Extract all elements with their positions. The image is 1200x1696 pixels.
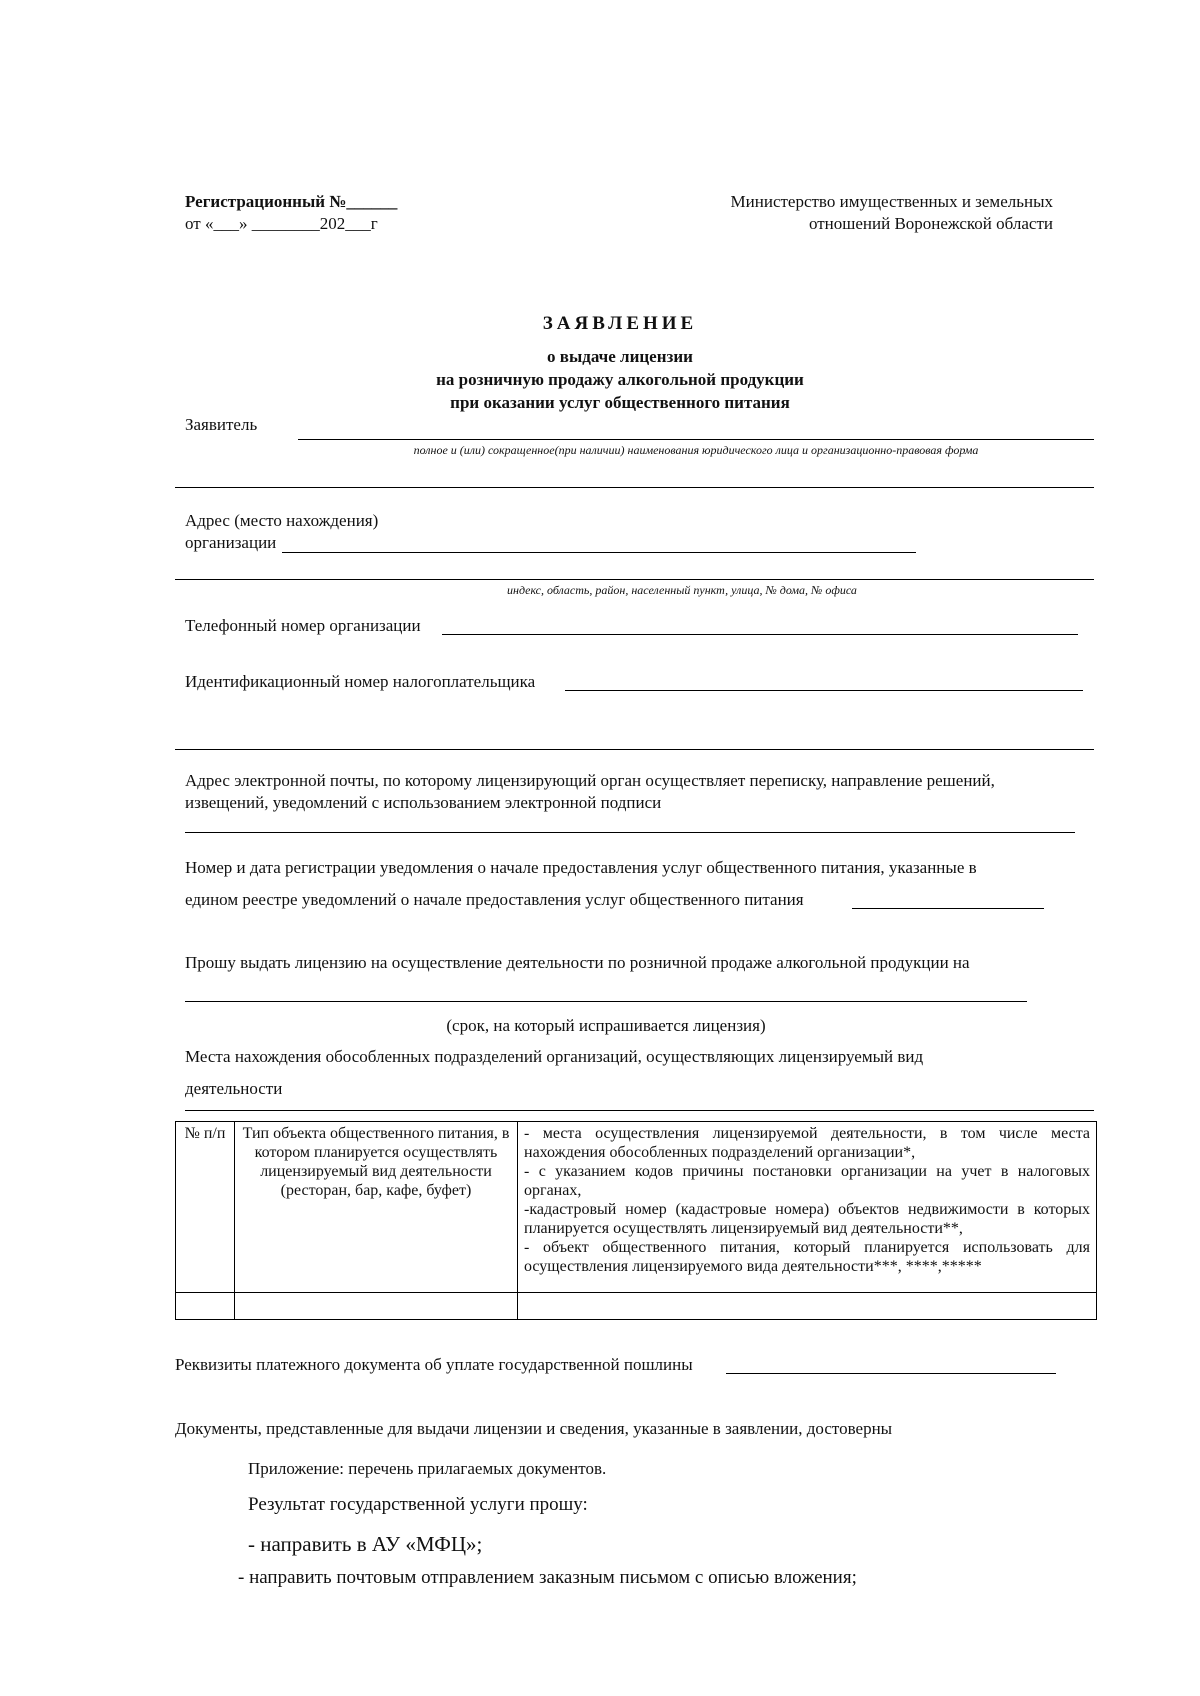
objects-table	[175, 1121, 1097, 1320]
phone-label: Телефонный номер организации	[185, 616, 421, 635]
ministry-name-line1: Министерство имущественных и земельных	[730, 192, 1053, 211]
payment-label: Реквизиты платежного документа об уплате государственной пошлины	[175, 1355, 693, 1374]
applicant-label: Заявитель	[185, 415, 258, 434]
applicant-extra-line[interactable]	[175, 487, 1094, 488]
locations-item-2: - с указанием кодов причины постановки организации на учет в налоговых органах,	[524, 1163, 1090, 1199]
applicant-input-line[interactable]	[298, 439, 1094, 440]
payment-input-line[interactable]	[726, 1373, 1056, 1374]
table-header-number: № п/п	[176, 1122, 235, 1293]
email-input-line[interactable]	[185, 832, 1075, 833]
registration-date-label: от «___» ________202___г	[185, 214, 378, 233]
result-label: Результат государственной услуги прошу:	[248, 1494, 588, 1515]
applicant-hint: полное и (или) сокращенное(при наличии) наименования юридического лица и организационно-правовая форма	[413, 443, 979, 457]
document-title: ЗАЯВЛЕНИЕ	[542, 313, 698, 334]
reliability-statement: Документы, представленные для выдачи лицензии и сведения, указанные в заявлении, достоверны	[175, 1419, 893, 1438]
inn-extra-line[interactable]	[175, 749, 1094, 750]
license-term-hint: (срок, на который испрашивается лицензия)	[446, 1016, 766, 1035]
address-extra-line[interactable]	[175, 579, 1094, 580]
notice-input-line[interactable]	[852, 908, 1044, 909]
notice-label-line2: едином реестре уведомлений о начале предоставления услуг общественного питания	[185, 890, 804, 909]
registration-number-label: Регистрационный №______	[185, 192, 398, 211]
email-label-line2: извещений, уведомлений с использованием электронной подписи	[185, 793, 662, 812]
table-cell-locations[interactable]	[518, 1293, 1097, 1320]
phone-input-line[interactable]	[442, 634, 1078, 635]
table-header-row	[176, 1122, 1097, 1293]
inn-label: Идентификационный номер налогоплательщика	[185, 672, 536, 691]
notice-label-line1: Номер и дата регистрации уведомления о начале предоставления услуг общественного питания, указанные в	[185, 858, 977, 877]
title-subline-2: на розничную продажу алкогольной продукции	[436, 370, 804, 389]
table-header-locations	[518, 1122, 1097, 1293]
address-label-1: Адрес (место нахождения)	[185, 511, 379, 530]
license-term-input-line[interactable]	[185, 1001, 1027, 1002]
locations-item-3: -кадастровый номер (кадастровые номера) объектов недвижимости в которых планируется осуществлять лицензируемый вид деятельности**,	[524, 1201, 1090, 1237]
table-header-object-type: Тип объекта общественного питания, в котором планируется осуществлять лицензируемый вид деятельности (ресторан, бар, кафе, буфет)	[235, 1122, 518, 1293]
table-cell-object-type[interactable]	[235, 1293, 518, 1320]
locations-item-1: - места осуществления лицензируемой деятельности, в том числе места нахождения обособленных подразделений организации*,	[524, 1125, 1090, 1161]
places-input-line[interactable]	[185, 1110, 1094, 1111]
email-label-line1: Адрес электронной почты, по которому лицензирующий орган осуществляет переписку, направление решений,	[185, 771, 995, 790]
locations-item-4: - объект общественного питания, который планируется использовать для осуществления лицензируемого вида деятельности***, ****,*****	[524, 1239, 1090, 1275]
option-mfc: - направить в АУ «МФЦ»;	[248, 1532, 483, 1556]
inn-input-line[interactable]	[565, 690, 1083, 691]
table-row	[176, 1293, 1097, 1320]
address-hint: индекс, область, район, населенный пункт, улица, № дома, № офиса	[507, 583, 857, 597]
title-subline-1: о выдаче лицензии	[547, 347, 693, 366]
license-request-text: Прошу выдать лицензию на осуществление деятельности по розничной продаже алкогольной продукции на	[185, 953, 970, 972]
attachment-label: Приложение: перечень прилагаемых документов.	[248, 1459, 607, 1478]
option-mail: - направить почтовым отправлением заказным письмом с описью вложения;	[238, 1567, 857, 1588]
address-input-line[interactable]	[282, 552, 916, 553]
places-label-line2: деятельности	[185, 1079, 283, 1098]
places-label-line1: Места нахождения обособленных подразделений организаций, осуществляющих лицензируемый вид	[185, 1047, 924, 1066]
table-cell-number[interactable]	[176, 1293, 235, 1320]
address-label-2: организации	[185, 533, 277, 552]
title-subline-3: при оказании услуг общественного питания	[450, 393, 790, 412]
ministry-name-line2: отношений Воронежской области	[808, 214, 1053, 233]
